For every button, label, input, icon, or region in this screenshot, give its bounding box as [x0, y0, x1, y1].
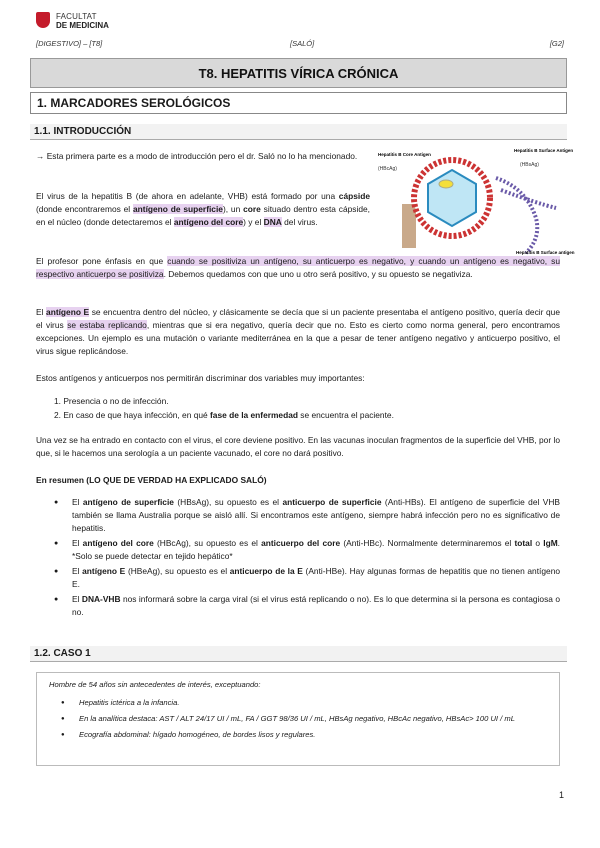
- subsection-heading-intro: 1.1. INTRODUCCIÓN: [30, 124, 567, 140]
- page-number: 1: [558, 790, 564, 800]
- case-intro: Hombre de 54 años sin antecedentes de interés, exceptuando:: [49, 680, 261, 689]
- case-box: [36, 672, 560, 766]
- core-label: Hepatitis B Core Antigen: [378, 152, 431, 157]
- page-title: T8. HEPATITIS VÍRICA CRÓNICA: [30, 58, 567, 88]
- antigen-e-paragraph: El antígeno E se encuentra dentro del núcleo, y clásicamente se decía que si un paciente presentaba el antígeno positivo, quería decir que el virus se estaba replicando, mientras que si era negativo, quería decir que no. Esto es cierto como norma general, pero encontramos excepciones. Un ejemplo es una mutación o variante mediterránea en la que a pesar de tener antígeno negativo y anticuerpo positivo, el virus sigue replicándose.: [36, 307, 560, 356]
- subsection-heading-case: 1.2. CASO 1: [30, 646, 567, 662]
- faculty-line2: DE MEDICINA: [56, 21, 109, 30]
- core-antigen-dot: [439, 180, 453, 188]
- variables-paragraph: Estos antígenos y anticuerpos nos permitirán discriminar dos variables muy importantes:: [36, 373, 365, 383]
- faculty-logo: [36, 12, 109, 30]
- summary-heading: En resumen (LO QUE DE VERDAD HA EXPLICADO SALÓ): [36, 475, 267, 485]
- summary-list: [36, 496, 560, 621]
- contact-paragraph: Una vez se ha entrado en contacto con el virus, el core deviene positivo. En las vacunas inoculan fragmentos de la superficie del VHB, por lo que, si le hacemos una serología a un paciente vacunado, el core no dará positivo.: [36, 435, 560, 458]
- surface-label-code: (HBsAg): [520, 162, 539, 168]
- case-list: [49, 697, 547, 741]
- section-heading: 1. MARCADORES SEROLÓGICOS: [30, 92, 567, 114]
- faculty-line1: FACULTAT: [56, 12, 97, 21]
- header-center: [SALÓ]: [290, 39, 315, 48]
- list-item: ● Ecografía abdominal: hígado homogéneo, de bordes lisos y regulares.: [49, 729, 547, 741]
- list-item: 1. Presencia o no de infección.: [54, 396, 169, 406]
- list-item: ● El antígeno del core (HBcAg), su opuesto es el anticuerpo del core (Anti-HBc). Normalmente determinaremos el total o IgM. *Solo se puede detectar en tejido hepático*: [36, 537, 560, 563]
- surface-label: Hepatitis B Surface Antigen: [514, 148, 574, 153]
- list-item: ● El DNA-VHB nos informará sobre la carga viral (si el virus está replicando o no). Es lo que determina si la persona es contagiosa o no.: [36, 593, 560, 619]
- hbv-structure-figure: [376, 148, 575, 258]
- list-item: ● El antígeno E (HBeAg), su opuesto es el anticuerpo de la E (Anti-HBe). Hay algunas formas de hepatitis que no tienen antígeno E.: [36, 565, 560, 591]
- intro-paragraph: → Esta primera parte es a modo de introducción pero el dr. Saló no lo ha mencionado.: [36, 151, 358, 161]
- header-left: [DIGESTIVO] – [T8]: [36, 39, 103, 48]
- header-right: [G2]: [549, 39, 564, 48]
- virus-paragraph: El virus de la hepatitis B (de ahora en adelante, VHB) está formado por una cápside (donde encontraremos el antígeno de superficie), un core situado dentro esta cápside, en el núcleo (donde detectaremos el antígeno del core) y el DNA del virus.: [36, 191, 370, 227]
- core-label-code: (HBcAg): [378, 166, 397, 172]
- surface-label-2: Hepatitis B Surface antigen: [516, 250, 575, 255]
- university-shield-icon: [36, 12, 50, 28]
- list-item: 2. En caso de que haya infección, en qué fase de la enfermedad se encuentra el paciente.: [54, 410, 394, 420]
- variables-list: [36, 394, 560, 422]
- professor-paragraph: El profesor pone énfasis en que cuando se positiviza un antígeno, su anticuerpo es negativo, y cuando un antígeno es negativo, su respectivo anticuerpo se positiviza. Debemos quedamos con que uno u otro será positivo, y su opuesto se negativiza.: [36, 256, 561, 279]
- list-item: ● Hepatitis ictérica a la infancia.: [49, 697, 547, 709]
- list-item: ● En la analítica destaca: AST / ALT 24/17 UI / mL, FA / GGT 98/36 UI / mL, HBsAg negativo, HBcAc negativo, HBsAc> 100 UI / mL: [49, 713, 547, 725]
- surface-antigen-chain-2: [501, 190, 556, 208]
- list-item: ● El antígeno de superficie (HBsAg), su opuesto es el anticuerpo de superficie (Anti-HBs). El antígeno de superficie del VHB también se llama Australia porque se aisló allí. Si encontramos este antígeno, siempre habrá infección pero no es significativo de hepatitis.: [36, 496, 560, 535]
